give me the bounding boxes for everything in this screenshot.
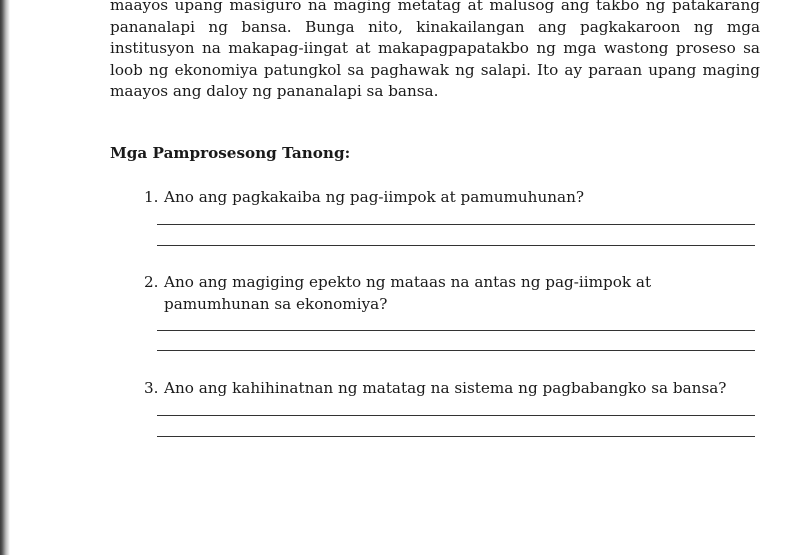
question-1-number: 1. <box>144 188 159 206</box>
section-heading: Mga Pamprosesong Tanong: <box>110 144 351 162</box>
answer-line-1a[interactable] <box>157 224 755 225</box>
question-1-text: Ano ang pagkakaiba ng pag-iimpok at pamumuhunan? <box>164 188 585 206</box>
question-1 <box>144 186 756 208</box>
question-2-number: 2. <box>144 273 159 291</box>
answer-line-1b[interactable] <box>157 245 755 246</box>
answer-line-2b[interactable] <box>157 350 755 351</box>
answer-line-3a[interactable] <box>157 415 755 416</box>
question-3 <box>144 377 756 399</box>
question-3-text: Ano ang kahihinatnan ng matatag na sistema ng pagbabangko sa bansa? <box>164 379 727 397</box>
question-2-text-line2: pamumhunan sa ekonomiya? <box>164 295 388 313</box>
question-2 <box>144 271 756 315</box>
intro-paragraph: maayos upang masiguro na maging metatag at malusog ang takbo ng patakarang pananalapi ng bansa. Bunga nito, kinakailangan ang pagkakaroon ng mga institusyon na makapag-iingat at makapagpapatakbo ng mga wastong proseso sa loob ng ekonomiya patungkol sa paghawak ng salapi. Ito ay paraan upang maging maayos ang daloy ng pananalapi sa bansa. <box>110 0 760 101</box>
question-3-number: 3. <box>144 379 159 397</box>
question-2-text-line1: Ano ang magiging epekto ng mataas na antas ng pag-iimpok at <box>164 273 652 291</box>
answer-line-3b[interactable] <box>157 436 755 437</box>
page-edge-shadow <box>0 0 10 555</box>
answer-line-2a[interactable] <box>157 330 755 331</box>
